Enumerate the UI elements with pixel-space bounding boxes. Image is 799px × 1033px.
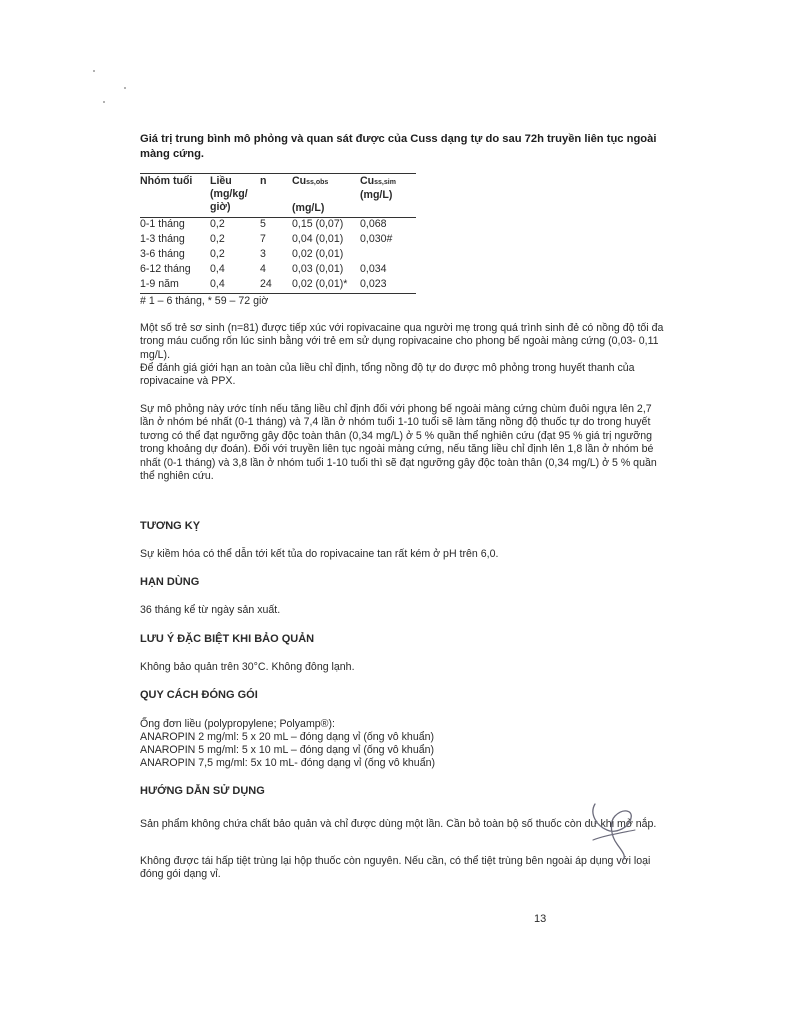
table-caption: Giá trị trung bình mô phỏng và quan sát được của Cuss dạng tự do sau 72h truyền liên tục ngoài màng cứng. bbox=[140, 133, 657, 160]
pk-table bbox=[140, 173, 416, 294]
text-han-dung: 36 tháng kể từ ngày sản xuất. bbox=[140, 604, 281, 616]
cell-dose: 0,4 bbox=[210, 263, 225, 275]
text-su-dung-2: Không được tái hấp tiệt trùng lại hộp thuốc còn nguyên. Nếu cần, có thể tiệt trùng bên ngoài áp dụng với loại đóng gói dạng vỉ. bbox=[140, 855, 651, 881]
packaging-line: Ống đơn liều (polypropylene; Polyamp®): bbox=[140, 718, 335, 730]
cell-obs: 0,03 (0,01) bbox=[292, 263, 344, 275]
heading-han-dung: HẠN DÙNG bbox=[140, 576, 200, 588]
cell-n: 4 bbox=[260, 263, 266, 275]
cell-sim: 0,023 bbox=[360, 278, 416, 294]
paragraph-neonates: Một số trẻ sơ sinh (n=81) được tiếp xúc với ropivacaine qua người mẹ trong quá trình sinh đẻ có nồng độ tối đa trong máu cuống rốn lúc sinh bằng với trẻ em sử dụng ropivacaine cho phong bế ngoài màng cứng (0,03- 0,11 mg/L). bbox=[140, 322, 664, 361]
scan-speck bbox=[93, 70, 95, 72]
cell-sim: 0,034 bbox=[360, 263, 387, 275]
cell-dose: 0,4 bbox=[210, 278, 260, 294]
cell-dose: 0,2 bbox=[210, 218, 225, 230]
cell-sim: 0,030# bbox=[360, 233, 393, 245]
text-su-dung-1: Sản phẩm không chứa chất bảo quản và chỉ được dùng một lần. Cần bỏ toàn bộ số thuốc còn dư khi mở nắp. bbox=[140, 818, 657, 830]
cell-dose: 0,2 bbox=[210, 248, 225, 260]
packaging-line: ANAROPIN 7,5 mg/ml: 5x 10 mL- đóng dạng vỉ (ống vô khuẩn) bbox=[140, 757, 436, 769]
table-header-row bbox=[140, 174, 416, 218]
table-footnote: # 1 – 6 tháng, * 59 – 72 giờ bbox=[140, 295, 269, 307]
table-row bbox=[140, 263, 416, 278]
heading-tuong-ky: TƯƠNG KỴ bbox=[140, 520, 201, 532]
table-row bbox=[140, 248, 416, 263]
heading-dong-goi: QUY CÁCH ĐÓNG GÓI bbox=[140, 689, 258, 701]
signature-mark-icon bbox=[585, 800, 641, 864]
cell-obs: 0,15 (0,07) bbox=[292, 218, 344, 230]
cell-dose: 0,2 bbox=[210, 233, 225, 245]
cell-group: 3-6 tháng bbox=[140, 248, 185, 260]
packaging-line: ANAROPIN 5 mg/ml: 5 x 10 mL – đóng dạng vỉ (ống vô khuẩn) bbox=[140, 744, 435, 756]
scan-speck bbox=[124, 87, 126, 89]
header-group: Nhóm tuổi bbox=[140, 174, 210, 218]
text-tuong-ky: Sự kiềm hóa có thể dẫn tới kết tủa do ropivacaine tan rất kém ở pH trên 6,0. bbox=[140, 548, 499, 560]
heading-bao-quan: LƯU Ý ĐẶC BIỆT KHI BẢO QUẢN bbox=[140, 633, 315, 645]
packaging-line: ANAROPIN 2 mg/ml: 5 x 20 mL – đóng dạng vỉ (ống vô khuẩn) bbox=[140, 731, 435, 743]
header-n: n bbox=[260, 174, 292, 218]
cell-obs: 0,04 (0,01) bbox=[292, 233, 344, 245]
paragraph-safety-margin: Để đánh giá giới hạn an toàn của liều chỉ định, tổng nồng độ tự do được mô phỏng trong huyết thanh của ropivacaine và PPX. bbox=[140, 362, 635, 388]
cell-group: 1-3 tháng bbox=[140, 233, 185, 245]
text-bao-quan: Không bảo quản trên 30°C. Không đông lạnh. bbox=[140, 661, 355, 673]
cell-n: 5 bbox=[260, 218, 266, 230]
scan-speck bbox=[103, 101, 105, 103]
cell-group: 6-12 tháng bbox=[140, 263, 191, 275]
table-row bbox=[140, 278, 416, 294]
cell-sim bbox=[360, 248, 416, 263]
header-dose: Liều (mg/kg/ giờ) bbox=[210, 174, 260, 218]
cell-obs: 0,02 (0,01)* bbox=[292, 278, 360, 294]
cell-n: 3 bbox=[260, 248, 266, 260]
table-row bbox=[140, 218, 416, 234]
page-number: 13 bbox=[534, 913, 547, 925]
cell-n: 7 bbox=[260, 233, 266, 245]
cell-group: 1-9 năm bbox=[140, 278, 210, 294]
cell-obs: 0,02 (0,01) bbox=[292, 248, 344, 260]
header-sim: Cuss,sim (mg/L) bbox=[360, 174, 416, 218]
header-obs: Cuss,obs (mg/L) bbox=[292, 174, 360, 218]
cell-n: 24 bbox=[260, 278, 292, 294]
cell-sim: 0,068 bbox=[360, 218, 387, 230]
table-row bbox=[140, 233, 416, 248]
cell-group: 0-1 tháng bbox=[140, 218, 185, 230]
paragraph-simulation: Sự mô phỏng này ước tính nếu tăng liều chỉ định đối với phong bế ngoài màng cứng chùm đuôi ngựa lên 2,7 lần ở nhóm bé nhất (0-1 tháng) và 7,4 lần ở nhóm tuổi 1-10 tuổi sẽ làm tăng nồng độ thuốc tự do trong huyết tương có thể đạt ngưỡng gây độc toàn thân (0,34 mg/L) ở 5 % quần thể nghiên cứu (đạt 95 % giá trị ngưỡng trong khoảng dự đoán). Đối với truyền liên tục ngoài màng cứng, nếu tăng liều chỉ định lên 1,8 lần ở nhóm bé nhất (0-1 tháng) và 3,8 lần ở nhóm tuổi 1-10 tuổi thì sẽ đạt ngưỡng gây độc toàn thân (0,34 mg/L) ở 5 % quần thể nghiên cứu. bbox=[140, 403, 657, 483]
heading-su-dung: HƯỚNG DẪN SỬ DỤNG bbox=[140, 785, 265, 797]
